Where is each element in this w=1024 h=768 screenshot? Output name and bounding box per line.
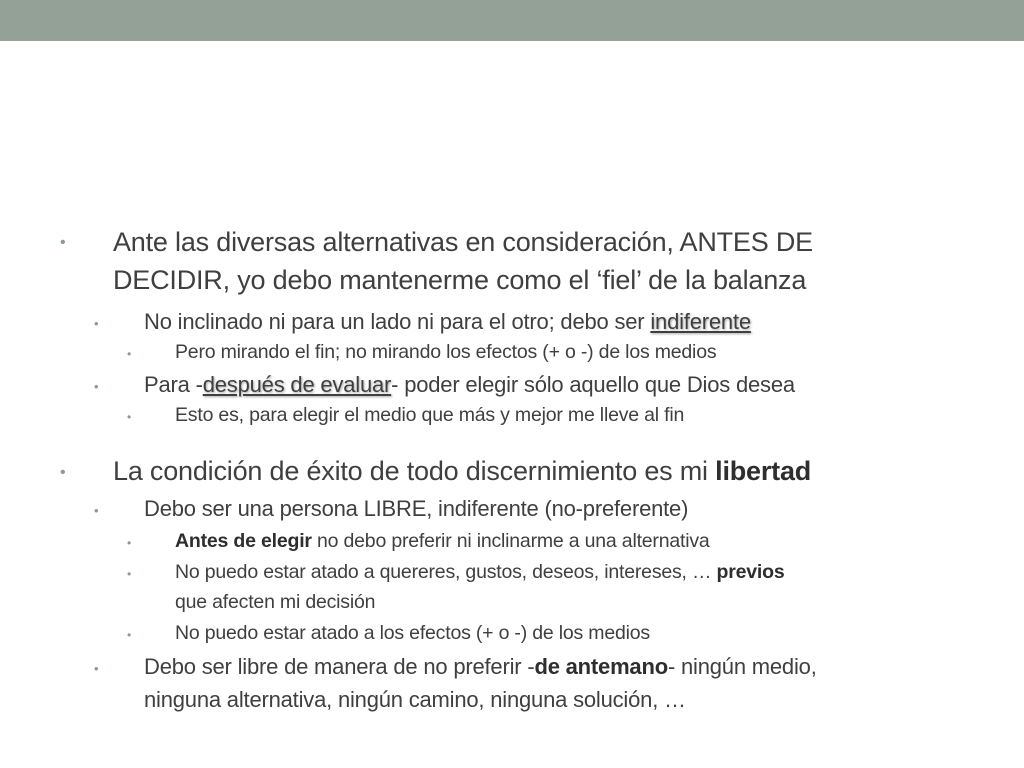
bullet-2-1: Debo ser una persona LIBRE, indiferente (no-preferente) [144,496,689,521]
bullet-dot: • [60,234,66,251]
indiferente-highlight: indiferente [650,309,751,334]
bullet-2-2-line-1 [144,654,817,680]
bullet-1-1-text: No inclinado ni para un lado ni para el otro; debo ser [144,309,651,334]
bullet-dot: • [94,661,99,676]
bullet-dot: • [94,379,99,394]
de-antemano-bold: de antemano [534,654,668,679]
bullet-2-2-post: - ningún medio, [667,654,817,679]
bullet-dot: • [127,628,132,642]
bullet-dot: • [127,567,132,581]
antes-de-elegir-bold: Antes de elegir [175,530,312,552]
bullet-1-1 [144,309,751,335]
bullet-dot: • [127,410,132,424]
bullet-2-1-2-pre: No puedo estar atado a quereres, gustos, deseos, intereses, … [175,561,717,583]
bullet-2 [113,456,811,487]
bullet-1-2-pre: Para - [144,372,203,397]
bullet-dot: • [94,503,99,518]
bullet-1-line-2: DECIDIR, yo debo mantenerme como el ‘fiel’ de la balanza [113,265,807,295]
bullet-2-2-pre: Debo ser libre de manera de no preferir - [144,654,535,679]
bullet-dot: • [94,316,99,331]
bullet-1-2-1: Esto es, para elegir el medio que más y mejor me lleve al fin [175,404,685,426]
bullet-dot: • [127,536,132,550]
bullet-2-1-1-post: no debo preferir ni inclinarme a una alternativa [311,530,710,552]
libertad-bold: libertad [715,456,812,486]
bullet-1-1-1: Pero mirando el fin; no mirando los efectos (+ o -) de los medios [175,341,717,363]
bullet-2-1-2-line-2: que afecten mi decisión [175,591,376,613]
bullet-dot: • [127,347,132,361]
bullet-1-2-post: - poder elegir sólo aquello que Dios desea [391,372,795,397]
despues-de-evaluar-highlight: después de evaluar [202,372,392,397]
bullet-2-2-line-2: ninguna alternativa, ningún camino, ninguna solución, … [144,687,686,712]
bullet-dot: • [60,464,66,481]
bullet-2-1-3: No puedo estar atado a los efectos (+ o -) de los medios [175,622,650,644]
bullet-1-line-1: Ante las diversas alternativas en consideración, ANTES DE [113,227,813,257]
previos-bold: previos [716,561,785,583]
bullet-2-text: La condición de éxito de todo discernimiento es mi [113,456,716,486]
bullet-2-1-1 [175,530,710,553]
bullet-1-2 [144,372,795,398]
bullet-2-1-2-line-1 [175,561,784,584]
